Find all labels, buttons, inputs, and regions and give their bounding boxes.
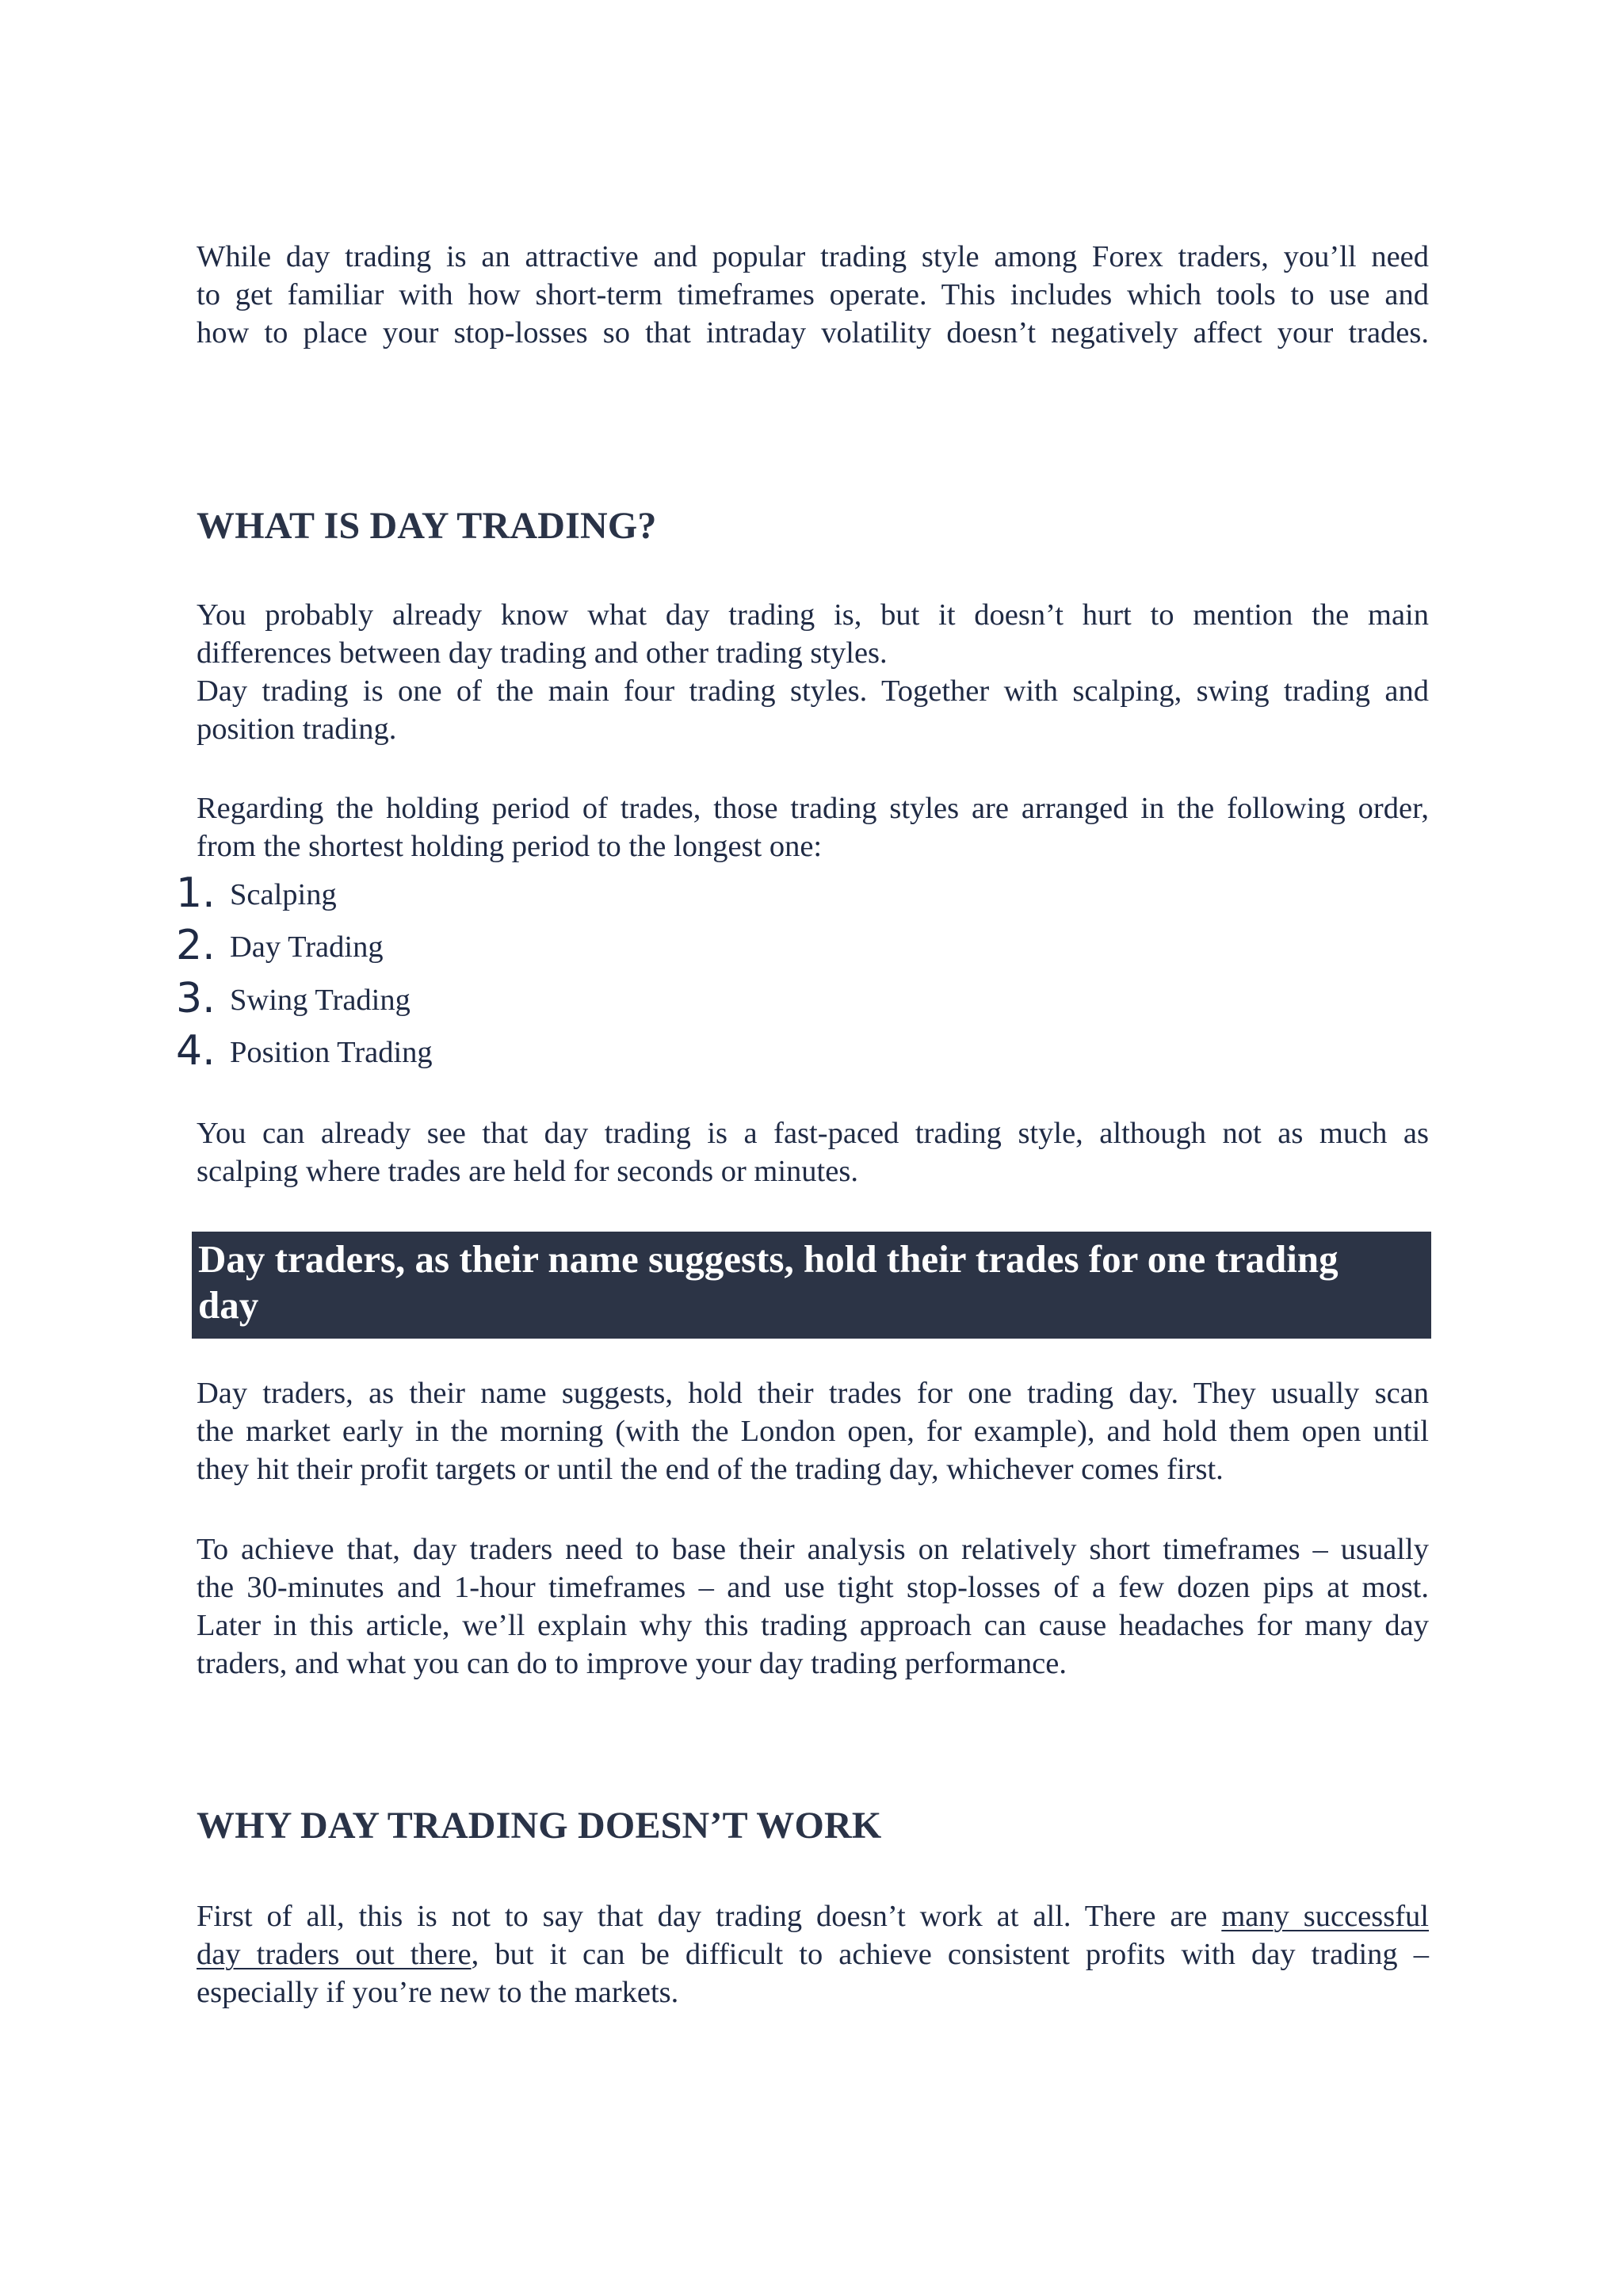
- paragraph-text: , but it can be difficult to achieve consistent profits with day trading –: [471, 1938, 1429, 1971]
- list-item-label: Day Trading: [230, 930, 384, 964]
- list-number: 1.: [176, 869, 216, 917]
- paragraph-line: especially if you’re new to the markets.: [197, 1976, 679, 2009]
- callout-text: [198, 1236, 1425, 1328]
- section-heading-what-is-day-trading: WHAT IS DAY TRADING?: [197, 505, 657, 547]
- intro-line: While day trading is an attractive and popular trading style among Forex traders, you’ll need: [197, 240, 1429, 273]
- timeframes-paragraph: [197, 1530, 1429, 1683]
- paragraph-line: differences between day trading and other trading styles.: [197, 636, 888, 670]
- callout-line: Day traders, as their name suggests, hold their trades for one trading: [198, 1237, 1338, 1281]
- list-number: 3.: [176, 974, 216, 1022]
- paragraph-line: the 30-minutes and 1-hour timeframes – and use tight stop-losses of a few dozen pips at most.: [197, 1571, 1429, 1604]
- paragraph-line: from the shortest holding period to the longest one:: [197, 830, 823, 863]
- section-heading-why-day-trading-doesnt-work: WHY DAY TRADING DOESN’T WORK: [197, 1805, 882, 1847]
- paragraph-line: You can already see that day trading is a fast-paced trading style, although not as much as: [197, 1117, 1429, 1150]
- day-traders-paragraph: [197, 1374, 1429, 1488]
- paragraph-line: [197, 1935, 1429, 1973]
- list-number: 2.: [176, 922, 216, 969]
- paragraph-line: Day traders, as their name suggests, hold their trades for one trading day. They usually scan: [197, 1377, 1429, 1410]
- what-is-paragraph: [197, 596, 1429, 748]
- fast-paced-paragraph: [197, 1114, 1429, 1190]
- intro-paragraph: [197, 238, 1429, 352]
- paragraph-line: Later in this article, we’ll explain why this trading approach can cause headaches for many day: [197, 1609, 1429, 1642]
- successful-traders-link[interactable]: day traders out there: [197, 1938, 472, 1971]
- list-item: [176, 1022, 433, 1075]
- paragraph-line: Day trading is one of the main four trading styles. Together with scalping, swing trading and: [197, 674, 1429, 708]
- list-item: [176, 969, 433, 1022]
- list-item-label: Scalping: [230, 877, 337, 911]
- successful-traders-link[interactable]: many successful: [1221, 1900, 1429, 1933]
- intro-line: how to place your stop-losses so that intraday volatility doesn’t negatively affect your trades.: [197, 316, 1429, 350]
- holding-period-paragraph: [197, 789, 1429, 865]
- paragraph-line: scalping where trades are held for seconds or minutes.: [197, 1155, 858, 1188]
- paragraph-line: the market early in the morning (with the London open, for example), and hold them open until: [197, 1415, 1429, 1448]
- first-of-all-paragraph: [197, 1897, 1429, 2011]
- callout-line: day: [198, 1283, 259, 1327]
- list-item-label: Swing Trading: [230, 983, 411, 1017]
- paragraph-line: traders, and what you can do to improve your day trading performance.: [197, 1647, 1067, 1680]
- paragraph-line: position trading.: [197, 712, 397, 746]
- trading-styles-list: [176, 864, 433, 1075]
- list-item: [176, 917, 433, 970]
- paragraph-line: they hit their profit targets or until the end of the trading day, whichever comes first.: [197, 1453, 1224, 1486]
- paragraph-line: Regarding the holding period of trades, those trading styles are arranged in the following order,: [197, 792, 1429, 825]
- paragraph-line: [197, 1897, 1429, 1935]
- intro-line: to get familiar with how short-term timeframes operate. This includes which tools to use and: [197, 278, 1429, 311]
- paragraph-line: You probably already know what day trading is, but it doesn’t hurt to mention the main: [197, 598, 1429, 632]
- list-item-label: Position Trading: [230, 1036, 433, 1069]
- list-number: 4.: [176, 1027, 216, 1075]
- paragraph-text: First of all, this is not to say that day trading doesn’t work at all. There are: [197, 1900, 1222, 1933]
- paragraph-line: To achieve that, day traders need to base their analysis on relatively short timeframes – usually: [197, 1533, 1429, 1566]
- highlight-callout: [192, 1232, 1431, 1339]
- list-item: [176, 864, 433, 917]
